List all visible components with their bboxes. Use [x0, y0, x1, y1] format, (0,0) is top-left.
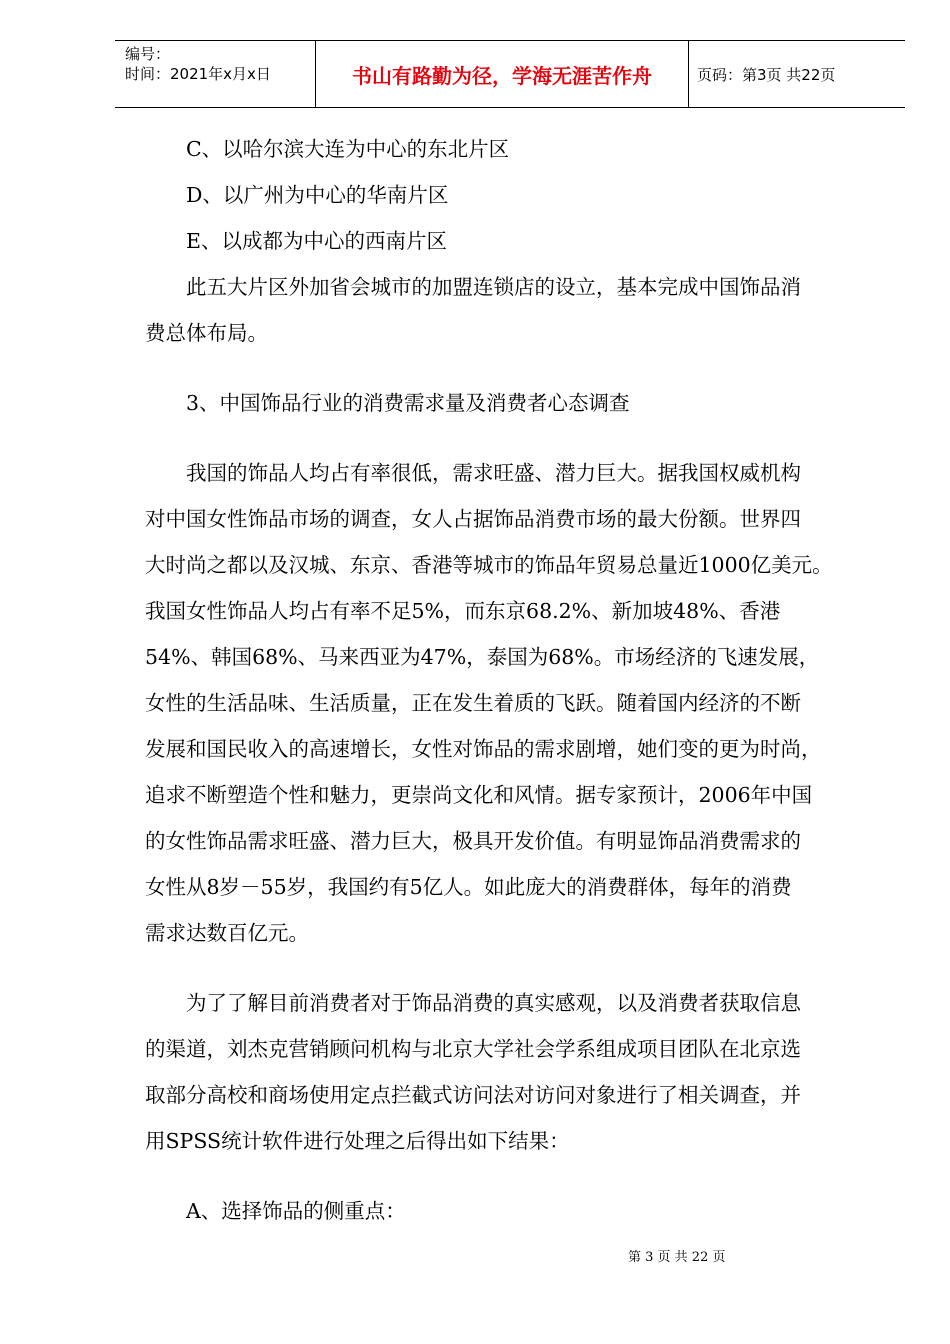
text-line: 此五大片区外加省会城市的加盟连锁店的设立，基本完成中国饰品消 [145, 275, 801, 299]
text-line: 54%、韩国68%、马来西亚为47%，泰国为68%。市场经济的飞速发展， [145, 645, 820, 669]
document-body [145, 126, 860, 1234]
text-line: 用SPSS统计软件进行处理之后得出如下结果： [145, 1129, 570, 1153]
text-line: 取部分高校和商场使用定点拦截式访问法对访问对象进行了相关调查，并 [145, 1083, 801, 1107]
paragraph-gap [145, 426, 860, 450]
text-line: 的渠道，刘杰克营销顾问机构与北京大学社会学系组成项目团队在北京选 [145, 1037, 801, 1061]
text-line: 费总体布局。 [145, 321, 268, 345]
text-line: 我国的饰品人均占有率很低，需求旺盛、潜力巨大。据我国权威机构 [145, 461, 801, 485]
document-number-label: 编号： [125, 45, 171, 63]
text-line: 3、中国饰品行业的消费需求量及消费者心态调查 [145, 391, 630, 415]
header-motto: 书山有路勤为径，学海无涯苦作舟 [315, 41, 689, 107]
page-header [115, 40, 905, 108]
header-page-label: 页码：第3页 共22页 [697, 65, 836, 84]
text-line: 发展和国民收入的高速增长，女性对饰品的需求剧增，她们变的更为时尚， [145, 737, 822, 761]
paragraph-gap [145, 956, 860, 980]
paragraph-gap [145, 356, 860, 380]
text-line: 女性从8岁－55岁，我国约有5亿人。如此庞大的消费群体，每年的消费 [145, 875, 792, 899]
text-line: 需求达数百亿元。 [145, 921, 309, 945]
text-line: 追求不断塑造个性和魅力，更崇尚文化和风情。据专家预计，2006年中国 [145, 783, 813, 807]
document-time-label: 时间：2021年x月x日 [125, 65, 271, 83]
text-line: C、以哈尔滨大连为中心的东北片区 [145, 137, 510, 161]
page-footer-number: 第 3 页 共 22 页 [628, 1250, 726, 1265]
text-line: 女性的生活品味、生活质量，正在发生着质的飞跃。随着国内经济的不断 [145, 691, 801, 715]
text-line: A、选择饰品的侧重点： [145, 1199, 406, 1223]
text-line: 我国女性饰品人均占有率不足5%，而东京68.2%、新加坡48%、香港 [145, 599, 781, 623]
text-line: 对中国女性饰品市场的调查，女人占据饰品消费市场的最大份额。世界四 [145, 507, 801, 531]
paragraph-gap [145, 1164, 860, 1188]
header-meta [115, 41, 315, 107]
text-line: 为了了解目前消费者对于饰品消费的真实感观，以及消费者获取信息 [145, 991, 801, 1015]
text-line: E、以成都为中心的西南片区 [145, 229, 447, 253]
text-line: D、以广州为中心的华南片区 [145, 183, 449, 207]
text-line: 大时尚之都以及汉城、东京、香港等城市的饰品年贸易总量近1000亿美元。 [145, 553, 833, 577]
text-line: 的女性饰品需求旺盛、潜力巨大，极具开发价值。有明显饰品消费需求的 [145, 829, 801, 853]
